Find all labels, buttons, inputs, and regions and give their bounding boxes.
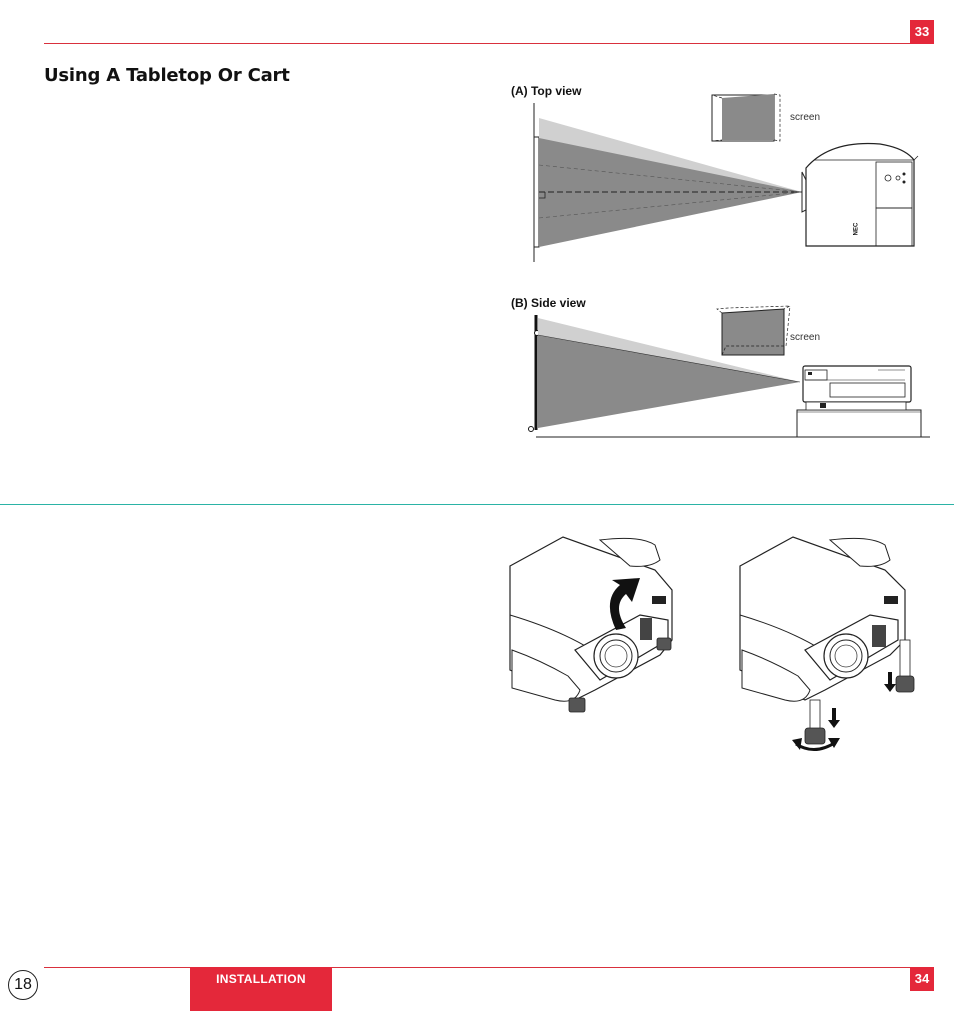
- footer-section-tab[interactable]: INSTALLATION: [190, 967, 332, 1011]
- top-view-label: (A) Top view: [511, 84, 582, 98]
- projector-brand-mark: NEC: [853, 222, 860, 236]
- section-title: Using A Tabletop Or Cart: [44, 65, 290, 86]
- header-page-number: 33: [910, 20, 934, 44]
- side-view-screen-label: screen: [790, 332, 821, 343]
- side-view-label: (B) Side view: [511, 296, 586, 310]
- footer-page-number: 34: [910, 967, 934, 991]
- top-view-screen-label: screen: [790, 112, 821, 123]
- footer-circle-page-number: 18: [8, 970, 38, 1000]
- footer-rule: [44, 967, 910, 968]
